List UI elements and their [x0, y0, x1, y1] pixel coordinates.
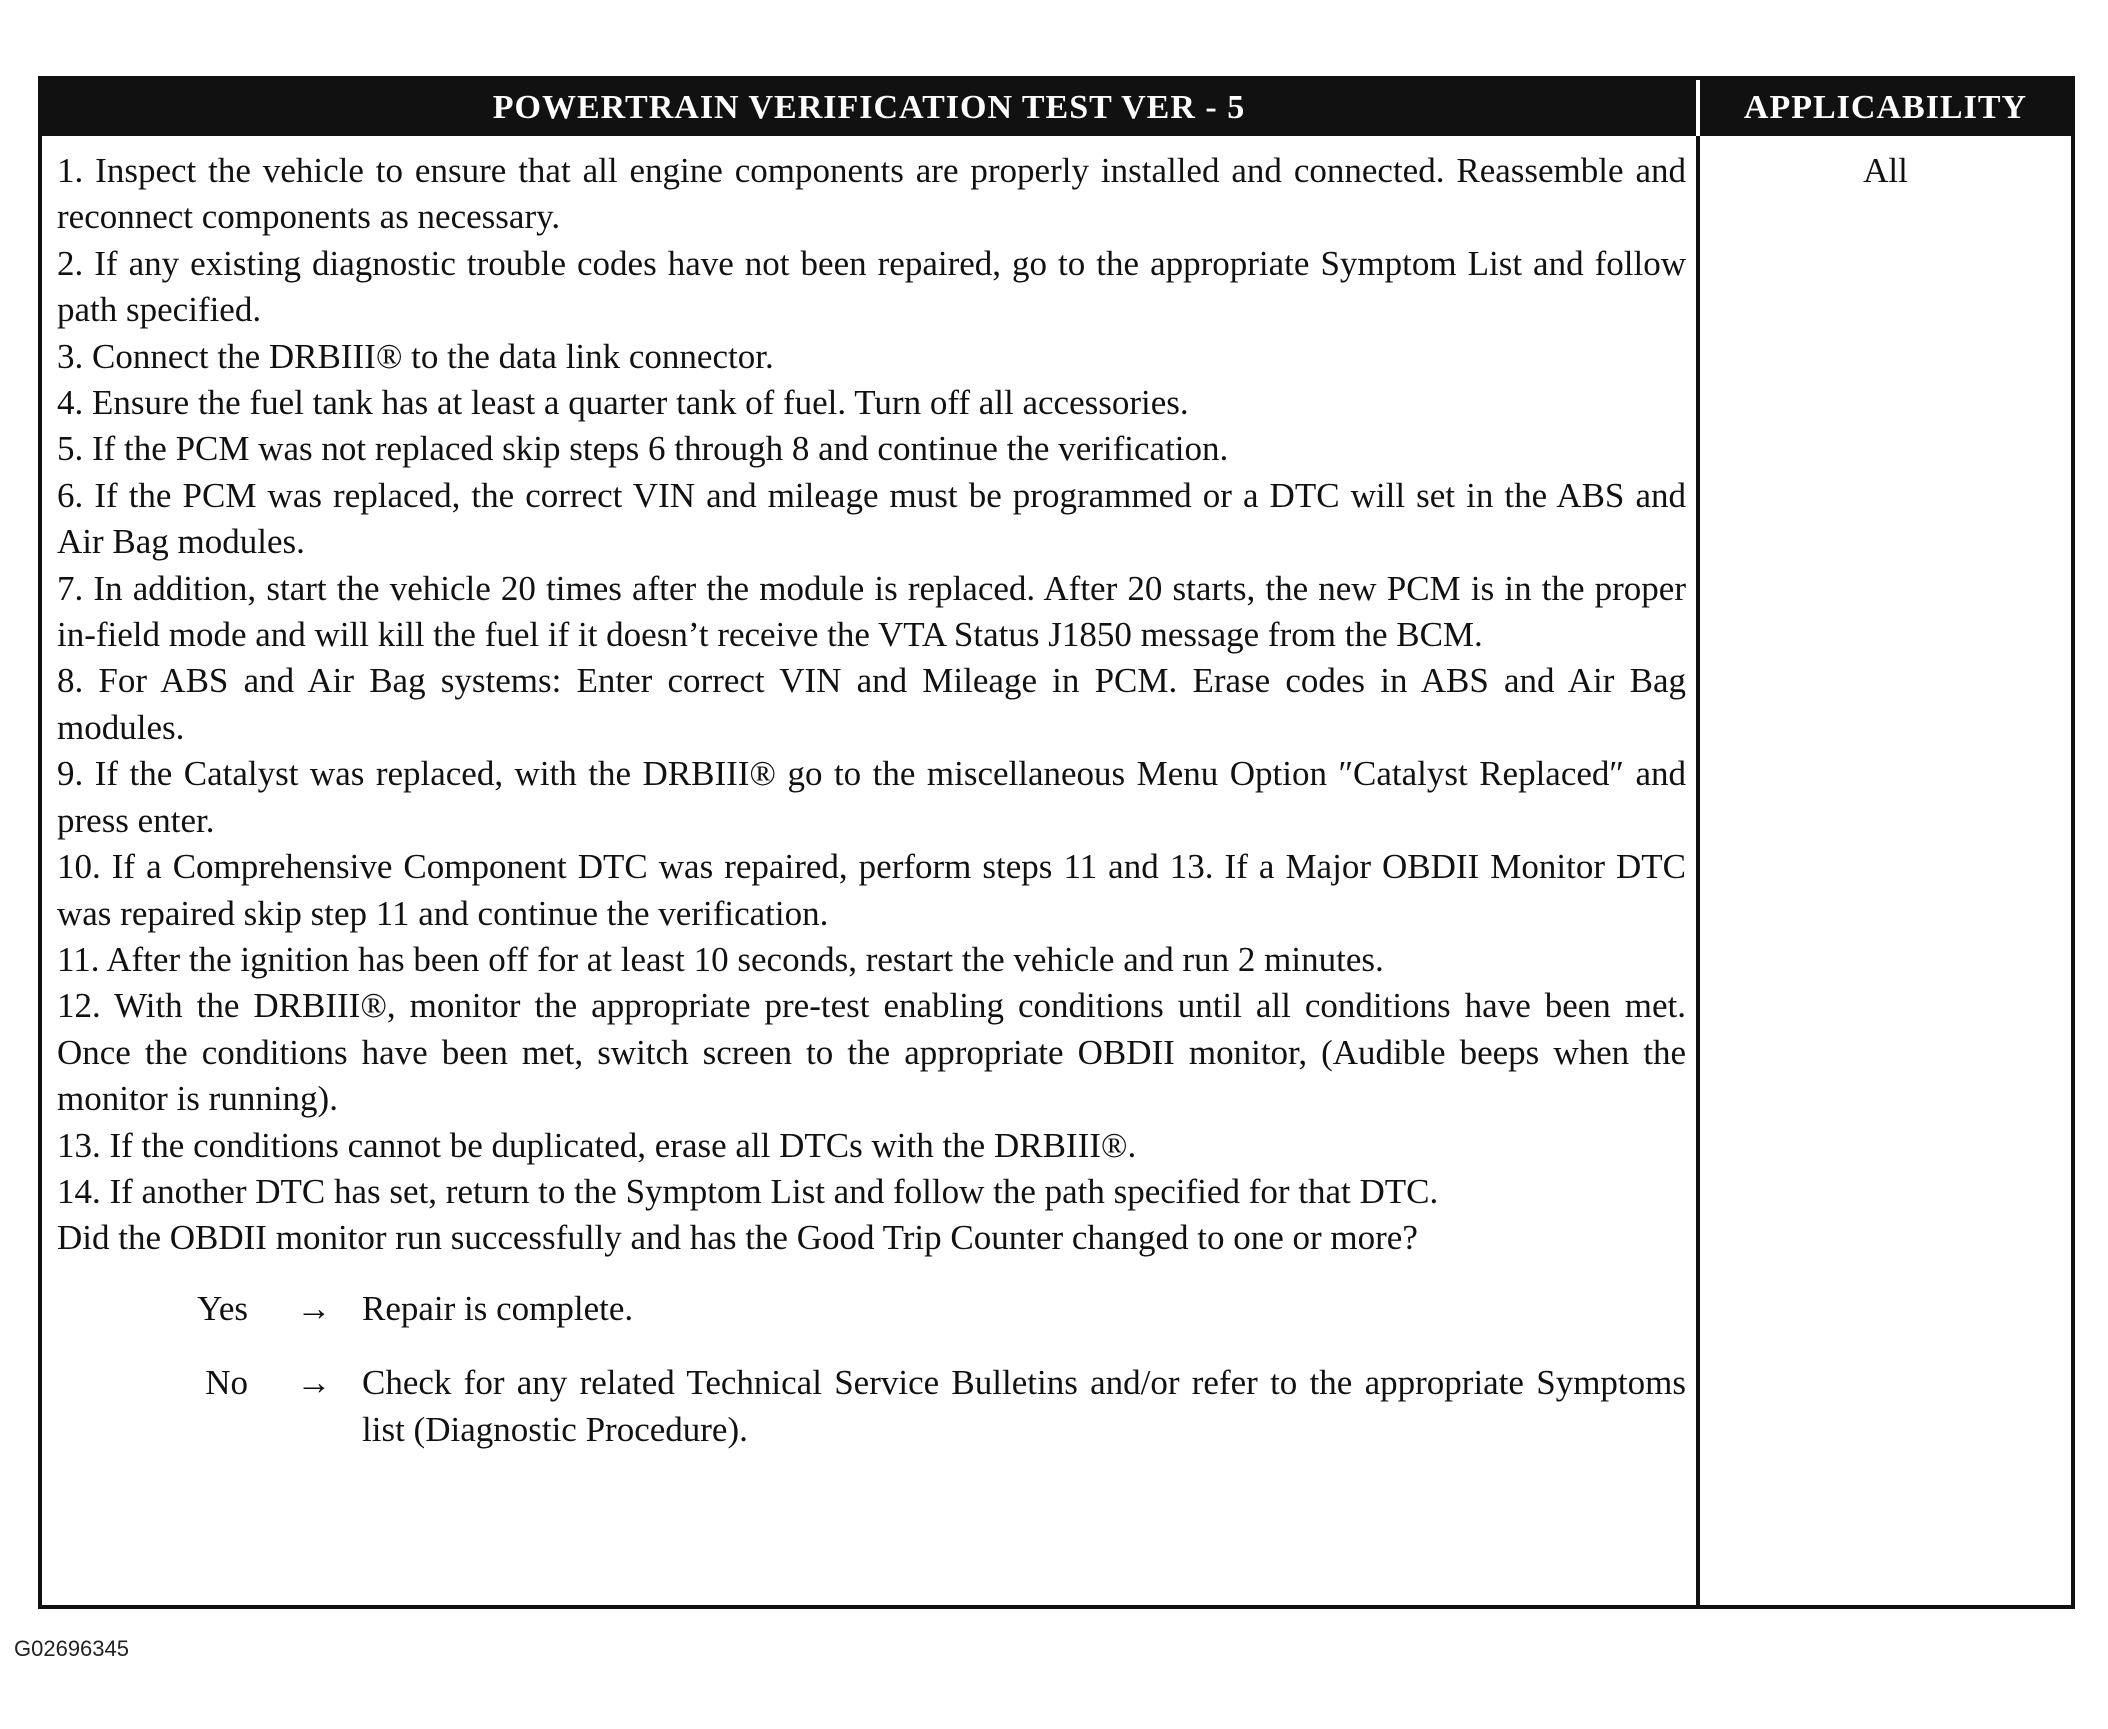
step-13: 13. If the conditions cannot be duplicated, erase all DTCs with the DRBIII®.	[57, 1125, 1137, 1165]
verification-question: Did the OBDII monitor run successfully and has the Good Trip Counter changed to one or more?	[57, 1218, 1418, 1258]
step-12: 12. With the DRBIII®, monitor the appropriate pre-test enabling conditions until all conditions have been met. Once the conditions have been met, switch screen to the appropriate OBDII monitor, (Audible beeps when the monitor is running).	[57, 986, 1686, 1119]
answer-no-result: Check for any related Technical Service Bulletins and/or refer to the appropriate Symptoms list (Diagnostic Procedure).	[362, 1363, 1686, 1449]
answer-yes-result: Repair is complete.	[362, 1288, 634, 1328]
answer-no-label: No	[205, 1363, 248, 1403]
step-9: 9. If the Catalyst was replaced, with the DRBIII® go to the miscellaneous Menu Option ″Catalyst Replaced″ and press enter.	[57, 754, 1686, 840]
step-4: 4. Ensure the fuel tank has at least a quarter tank of fuel. Turn off all accessories.	[57, 383, 1189, 423]
step-1: 1. Inspect the vehicle to ensure that all engine components are properly installed and connected. Reassemble and reconnect components as necessary.	[57, 151, 1686, 237]
step-14: 14. If another DTC has set, return to the Symptom List and follow the path specified for that DTC.	[57, 1171, 1439, 1211]
table-title: POWERTRAIN VERIFICATION TEST VER - 5	[42, 80, 1696, 136]
right-arrow-icon: →	[296, 1363, 332, 1403]
applicability-value: All	[1863, 151, 1908, 190]
step-3: 3. Connect the DRBIII® to the data link connector.	[57, 336, 774, 376]
answer-yes	[57, 1286, 1686, 1332]
step-7: 7. In addition, start the vehicle 20 times after the module is replaced. After 20 starts, the new PCM is in the proper in-field mode and will kill the fuel if it doesn’t receive the VTA Status J1850 message from the BCM.	[57, 568, 1686, 655]
answers	[57, 1286, 1686, 1453]
answer-no	[57, 1360, 1686, 1453]
step-11: 11. After the ignition has been off for at least 10 seconds, restart the vehicle and run 2 minutes.	[57, 939, 1384, 979]
step-10: 10. If a Comprehensive Component DTC was repaired, perform steps 11 and 13. If a Major OBDII Monitor DTC was repaired skip step 11 and continue the verification.	[57, 847, 1686, 933]
verification-test-table	[38, 76, 2075, 1609]
step-6: 6. If the PCM was replaced, the correct VIN and mileage must be programmed or a DTC will set in the ABS and Air Bag modules.	[57, 475, 1686, 562]
right-arrow-icon: →	[296, 1288, 332, 1328]
step-2: 2. If any existing diagnostic trouble codes have not been repaired, go to the appropriate Symptom List and follow path specified.	[57, 243, 1686, 330]
applicability-header: APPLICABILITY	[1696, 80, 2071, 136]
figure-id: G02696345	[14, 1636, 129, 1661]
procedure-cell	[42, 136, 1696, 1605]
applicability-cell	[1696, 136, 2071, 1605]
answer-yes-label: Yes	[197, 1288, 248, 1328]
step-5: 5. If the PCM was not replaced skip steps 6 through 8 and continue the verification.	[57, 429, 1229, 469]
step-8: 8. For ABS and Air Bag systems: Enter correct VIN and Mileage in PCM. Erase codes in ABS and Air Bag modules.	[57, 661, 1686, 747]
